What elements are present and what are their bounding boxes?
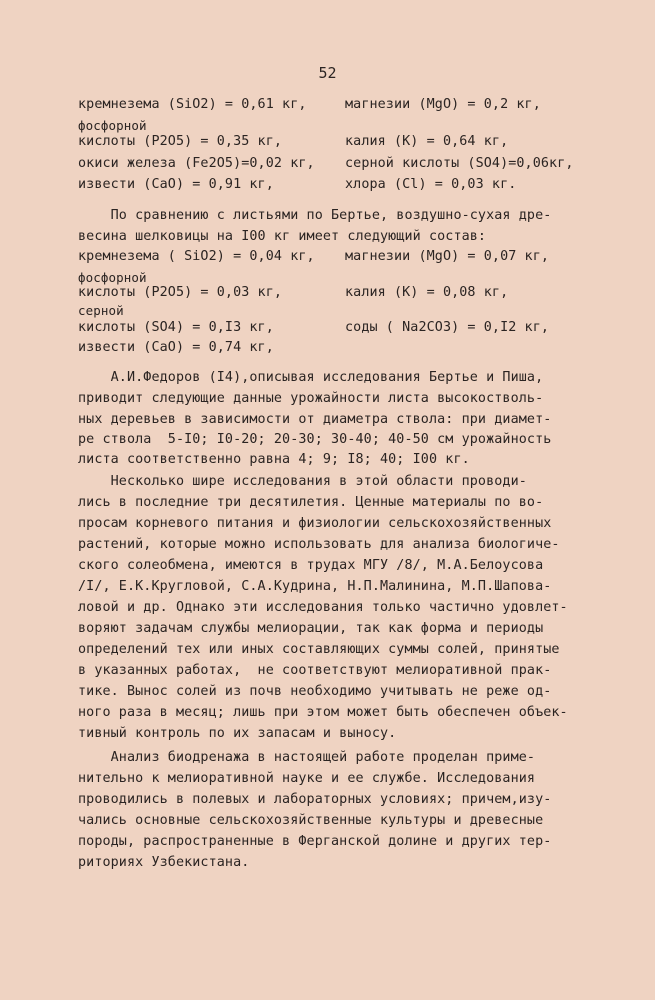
comp1-row-phosphoric-acid: кислоты (P2O5) = 0,35 кг,: [78, 134, 283, 149]
research-line-6: /I/, Е.К.Кругловой, С.А.Кудрина, Н.П.Малинина, М.П.Шапова-: [78, 579, 552, 594]
comp1-row-magnesia: магнезии (MgO) = 0,2 кг,: [345, 97, 541, 112]
comp2-label-phosphoric: фосфорной: [78, 270, 147, 285]
comp2-row-lime: извести (CaO) = 0,74 кг,: [78, 340, 274, 355]
comp1-row-lime: извести (CaO) = 0,91 кг,: [78, 177, 274, 192]
research-line-8: воряют задачам службы мелиорации, так как форма и периоды: [78, 621, 544, 636]
comp1-row-potassium: калия (К) = 0,64 кг,: [345, 134, 509, 149]
intro-line-1: По сравнению с листьями по Бертье, воздушно-сухая дре-: [78, 208, 552, 223]
analysis-line-1: Анализ биодренажа в настоящей работе проделан приме-: [78, 750, 536, 765]
research-line-13: тивный контроль по их запасам и выносу.: [78, 726, 397, 741]
fedorov-line-4: ре ствола 5-I0; I0-20; 20-30; 30-40; 40-50 см урожайность: [78, 432, 552, 447]
research-line-3: просам корневого питания и физиологии сельскохозяйственных: [78, 516, 552, 531]
comp1-label-phosphoric: фосфорной: [78, 118, 147, 133]
analysis-line-2: нительно к мелиоративной науке и ее службе. Исследования: [78, 771, 536, 786]
comp1-row-iron-oxide: окиси железа (Fe2O5)=0,02 кг,: [78, 156, 315, 171]
research-line-12: ного раза в месяц; лишь при этом может быть обеспечен объек-: [78, 705, 568, 720]
comp2-row-sulfuric-acid: кислоты (SO4) = 0,I3 кг,: [78, 320, 274, 335]
comp2-row-phosphoric-acid: кислоты (P2O5) = 0,03 кг,: [78, 285, 283, 300]
comp2-row-soda: соды ( Na2CO3) = 0,I2 кг,: [345, 320, 550, 335]
analysis-line-5: породы, распространенные в Ферганской долине и других тер-: [78, 834, 552, 849]
intro-line-2: весина шелковицы на I00 кг имеет следующий состав:: [78, 229, 487, 244]
fedorov-line-1: А.И.Федоров (I4),описывая исследования Бертье и Пиша,: [78, 370, 544, 385]
comp1-row-silica: кремнезема (SiO2) = 0,61 кг,: [78, 97, 307, 112]
comp2-row-silica: кремнезема ( SiO2) = 0,04 кг,: [78, 249, 315, 264]
research-line-11: тике. Вынос солей из почв необходимо учитывать не реже од-: [78, 684, 552, 699]
research-line-10: в указанных работах, не соответствуют мелиоративной прак-: [78, 663, 552, 678]
research-line-7: ловой и др. Однако эти исследования только частично удовлет-: [78, 600, 568, 615]
analysis-line-4: чались основные сельскохозяйственные культуры и древесные: [78, 813, 544, 828]
analysis-line-6: риториях Узбекистана.: [78, 855, 250, 870]
fedorov-line-2: приводит следующие данные урожайности листа высокостволь-: [78, 391, 544, 406]
comp2-label-sulfuric: серной: [78, 303, 124, 318]
comp1-row-chlorine: хлора (Cl) = 0,03 кг.: [345, 177, 517, 192]
page-number: 52: [318, 64, 337, 82]
comp2-row-magnesia: магнезии (MgO) = 0,07 кг,: [345, 249, 550, 264]
research-line-4: растений, которые можно использовать для анализа биологиче-: [78, 537, 560, 552]
analysis-line-3: проводились в полевых и лабораторных условиях; причем,изу-: [78, 792, 552, 807]
research-line-9: определений тех или иных составляющих суммы солей, принятые: [78, 642, 560, 657]
fedorov-line-5: листа соответственно равна 4; 9; I8; 40; I00 кг.: [78, 452, 470, 467]
research-line-2: лись в последние три десятилетия. Ценные материалы по во-: [78, 495, 544, 510]
comp1-row-sulfuric-acid: серной кислоты (SO4)=0,06кг,: [345, 156, 574, 171]
research-line-5: ского солеобмена, имеются в трудах МГУ /8/, М.А.Белоусова: [78, 558, 544, 573]
research-line-1: Несколько шире исследования в этой области проводи-: [78, 474, 527, 489]
comp2-row-potassium: калия (К) = 0,08 кг,: [345, 285, 509, 300]
fedorov-line-3: ных деревьев в зависимости от диаметра ствола: при диамет-: [78, 412, 552, 427]
